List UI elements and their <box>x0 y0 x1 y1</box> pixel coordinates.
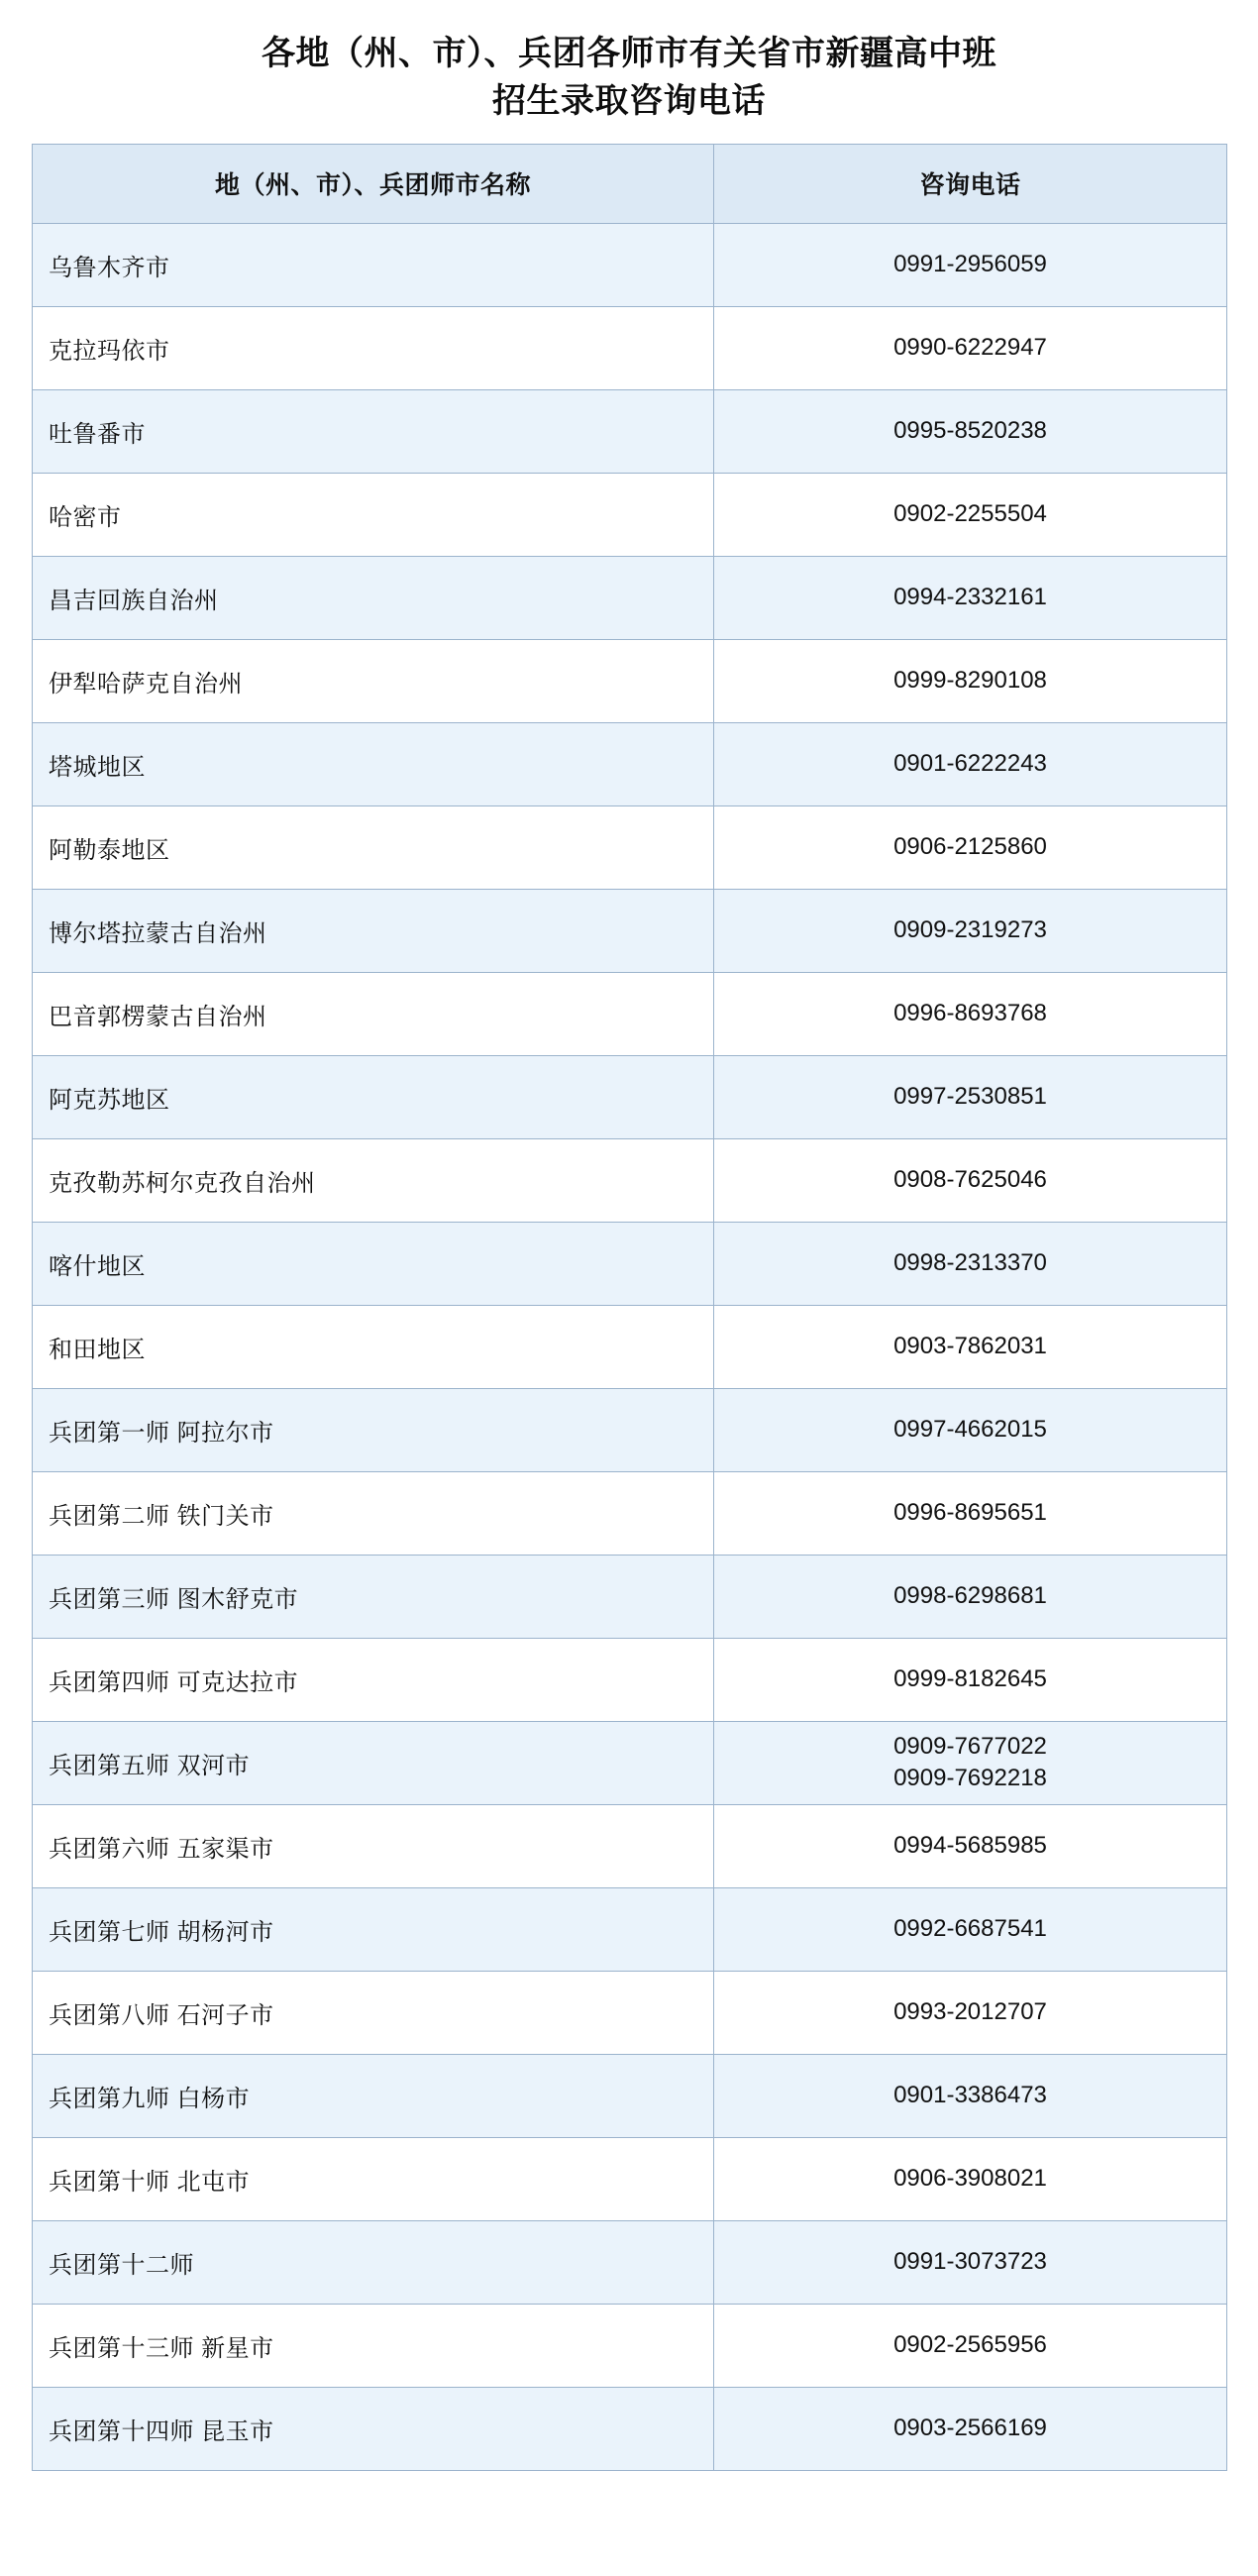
phone-number-cell <box>714 1638 1227 1721</box>
table-row <box>33 1555 1227 1638</box>
region-name-cell: 塔城地区 <box>33 722 714 805</box>
phone-number: 0999-8290108 <box>893 667 1047 695</box>
region-name-cell: 兵团第十四师 昆玉市 <box>33 2387 714 2470</box>
table-row <box>33 1971 1227 2054</box>
region-name-cell: 吐鲁番市 <box>33 389 714 473</box>
phone-number-cell <box>714 1887 1227 1971</box>
page-title <box>69 30 1189 126</box>
table-row <box>33 223 1227 306</box>
phone-number: 0909-7677022 <box>893 1733 1047 1761</box>
region-name-cell: 兵团第五师 双河市 <box>33 1721 714 1804</box>
table-row <box>33 972 1227 1055</box>
region-name-cell: 哈密市 <box>33 473 714 556</box>
phone-number-cell <box>714 722 1227 805</box>
phone-number-cell <box>714 306 1227 389</box>
region-name-cell: 兵团第九师 白杨市 <box>33 2054 714 2137</box>
phone-number: 0909-2319273 <box>893 916 1047 944</box>
region-name-cell: 巴音郭楞蒙古自治州 <box>33 972 714 1055</box>
table-row <box>33 556 1227 639</box>
phone-number-cell <box>714 2137 1227 2220</box>
phone-number: 0909-7692218 <box>893 1765 1047 1792</box>
table-row <box>33 1721 1227 1804</box>
region-name-cell: 兵团第三师 图木舒克市 <box>33 1555 714 1638</box>
table-row <box>33 1804 1227 1887</box>
phone-number: 0901-6222243 <box>893 750 1047 778</box>
table-row <box>33 1305 1227 1388</box>
phone-number: 0998-6298681 <box>893 1582 1047 1610</box>
table-row <box>33 2137 1227 2220</box>
table-body <box>33 223 1227 2470</box>
region-name-cell: 兵团第十三师 新星市 <box>33 2304 714 2387</box>
phone-number-cell <box>714 1721 1227 1804</box>
phone-number-cell <box>714 639 1227 722</box>
consultation-phone-table <box>32 144 1227 2471</box>
phone-number: 0906-3908021 <box>893 2165 1047 2193</box>
phone-number-cell <box>714 1055 1227 1138</box>
phone-number-cell <box>714 2387 1227 2470</box>
phone-number: 0902-2565956 <box>893 2331 1047 2359</box>
table-row <box>33 889 1227 972</box>
region-name-cell: 兵团第六师 五家渠市 <box>33 1804 714 1887</box>
phone-number: 0996-8693768 <box>893 1000 1047 1027</box>
region-name-cell: 和田地区 <box>33 1305 714 1388</box>
table-header-row <box>33 144 1227 223</box>
table-header <box>33 144 1227 223</box>
region-name-cell: 阿克苏地区 <box>33 1055 714 1138</box>
table-row <box>33 639 1227 722</box>
phone-number-cell <box>714 889 1227 972</box>
table-row <box>33 1638 1227 1721</box>
phone-number-cell <box>714 805 1227 889</box>
table-row <box>33 473 1227 556</box>
phone-number: 0994-2332161 <box>893 584 1047 611</box>
table-row <box>33 805 1227 889</box>
phone-number: 0999-8182645 <box>893 1665 1047 1693</box>
phone-number-cell <box>714 1388 1227 1471</box>
phone-number: 0991-3073723 <box>893 2248 1047 2276</box>
phone-number-cell <box>714 972 1227 1055</box>
phone-number: 0994-5685985 <box>893 1832 1047 1860</box>
phone-number: 0992-6687541 <box>893 1915 1047 1943</box>
table-row <box>33 306 1227 389</box>
phone-number: 0908-7625046 <box>893 1166 1047 1194</box>
phone-number-cell <box>714 1222 1227 1305</box>
phone-number-cell <box>714 1138 1227 1222</box>
table-row <box>33 1055 1227 1138</box>
phone-number-cell <box>714 2220 1227 2304</box>
column-header-phone: 咨询电话 <box>714 144 1227 223</box>
phone-number-cell <box>714 2054 1227 2137</box>
phone-number: 0902-2255504 <box>893 500 1047 528</box>
column-header-region: 地（州、市）、兵团师市名称 <box>33 144 714 223</box>
table-row <box>33 722 1227 805</box>
phone-number: 0995-8520238 <box>893 417 1047 445</box>
phone-number: 0906-2125860 <box>893 833 1047 861</box>
table-row <box>33 389 1227 473</box>
region-name-cell: 克拉玛依市 <box>33 306 714 389</box>
phone-number: 0903-7862031 <box>893 1333 1047 1360</box>
phone-number: 0997-4662015 <box>893 1416 1047 1444</box>
region-name-cell: 博尔塔拉蒙古自治州 <box>33 889 714 972</box>
phone-number-cell <box>714 1804 1227 1887</box>
page-title-line-1: 各地（州、市）、兵团各师市有关省市新疆高中班 <box>262 35 996 72</box>
table-row <box>33 1887 1227 1971</box>
region-name-cell: 昌吉回族自治州 <box>33 556 714 639</box>
region-name-cell: 克孜勒苏柯尔克孜自治州 <box>33 1138 714 1222</box>
phone-number-cell <box>714 1305 1227 1388</box>
phone-number: 0993-2012707 <box>893 1998 1047 2026</box>
phone-number: 0901-3386473 <box>893 2082 1047 2109</box>
region-name-cell: 兵团第二师 铁门关市 <box>33 1471 714 1555</box>
phone-number: 0997-2530851 <box>893 1083 1047 1111</box>
phone-number-cell <box>714 1971 1227 2054</box>
table-row <box>33 1222 1227 1305</box>
phone-number: 0991-2956059 <box>893 251 1047 278</box>
table-row <box>33 2387 1227 2470</box>
phone-number-cell <box>714 1471 1227 1555</box>
table-row <box>33 1388 1227 1471</box>
region-name-cell: 伊犁哈萨克自治州 <box>33 639 714 722</box>
phone-number: 0996-8695651 <box>893 1499 1047 1527</box>
phone-number-cell <box>714 389 1227 473</box>
region-name-cell: 兵团第七师 胡杨河市 <box>33 1887 714 1971</box>
table-row <box>33 2220 1227 2304</box>
table-row <box>33 2304 1227 2387</box>
phone-number: 0903-2566169 <box>893 2415 1047 2442</box>
phone-number-cell <box>714 1555 1227 1638</box>
region-name-cell: 喀什地区 <box>33 1222 714 1305</box>
region-name-cell: 兵团第一师 阿拉尔市 <box>33 1388 714 1471</box>
phone-number-cell <box>714 223 1227 306</box>
region-name-cell: 兵团第四师 可克达拉市 <box>33 1638 714 1721</box>
table-row <box>33 1471 1227 1555</box>
region-name-cell: 阿勒泰地区 <box>33 805 714 889</box>
region-name-cell: 乌鲁木齐市 <box>33 223 714 306</box>
table-row <box>33 1138 1227 1222</box>
table-row <box>33 2054 1227 2137</box>
phone-number: 0998-2313370 <box>893 1249 1047 1277</box>
phone-number-cell <box>714 556 1227 639</box>
phone-number: 0990-6222947 <box>893 334 1047 362</box>
region-name-cell: 兵团第十二师 <box>33 2220 714 2304</box>
phone-number-cell <box>714 2304 1227 2387</box>
region-name-cell: 兵团第十师 北屯市 <box>33 2137 714 2220</box>
page-title-line-2: 招生录取咨询电话 <box>492 82 766 121</box>
region-name-cell: 兵团第八师 石河子市 <box>33 1971 714 2054</box>
phone-number-cell <box>714 473 1227 556</box>
